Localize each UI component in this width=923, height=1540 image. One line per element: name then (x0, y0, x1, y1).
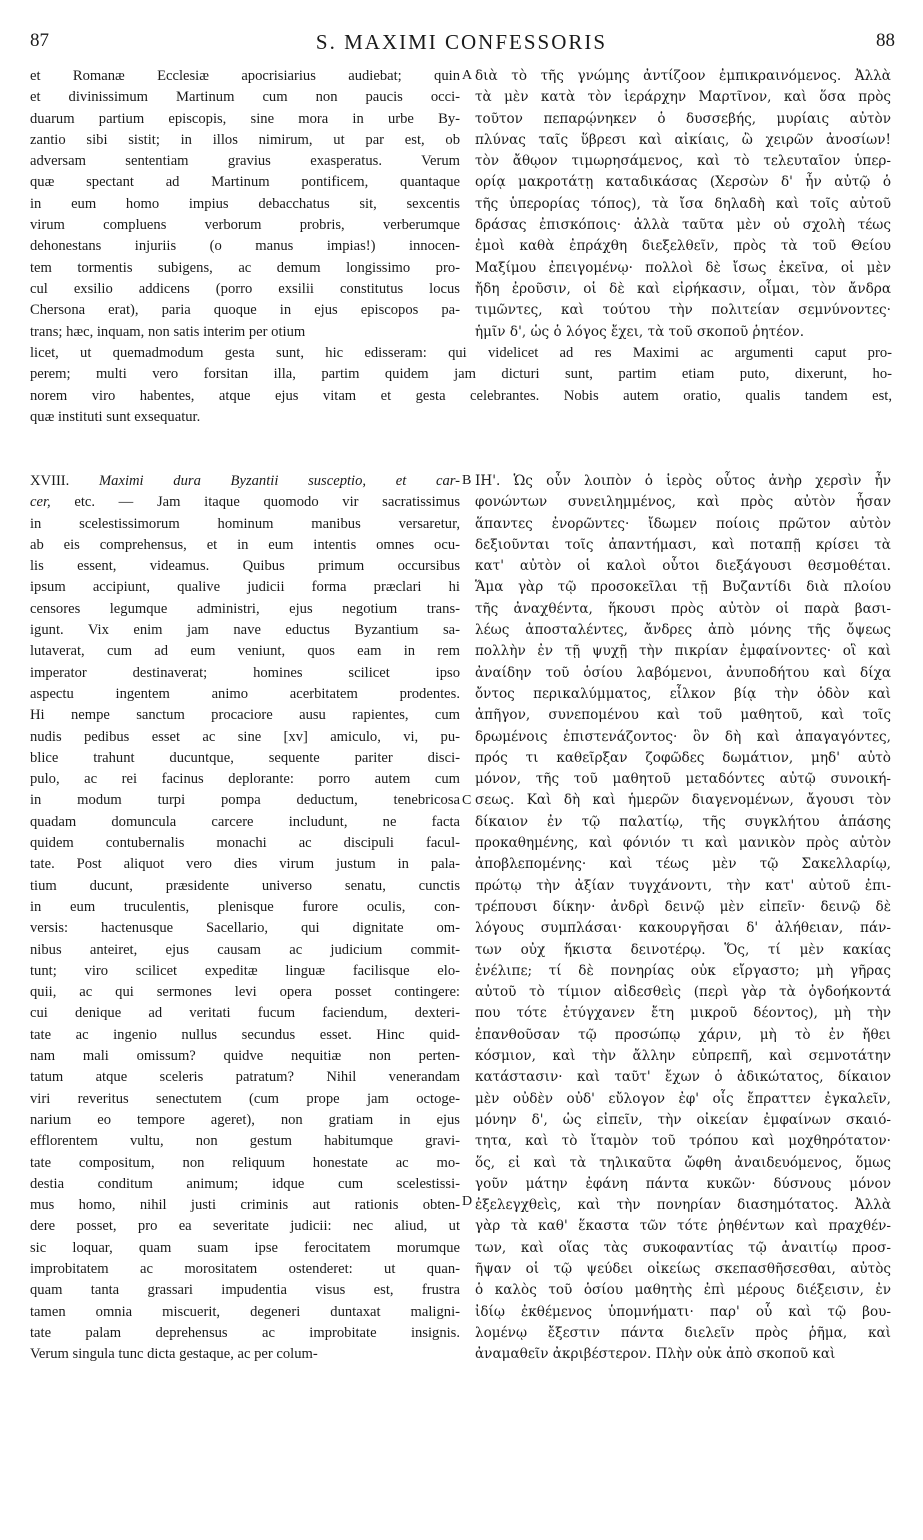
text-line: πρώτῳ τὴν ἀξίαν τυγχάνοντι, τὴν κατ' αὐτοῦ ἐπι- (475, 877, 891, 894)
text-line: ἐνέλιπε; τί δὲ πονηρίας οὐκ εἴργαστο; μὴ γῆρας (475, 962, 891, 979)
text-line: nam mali omissum? quidve nequitiæ non perten- (30, 1048, 460, 1065)
text-line: imperator destinaverat; homines scilicet ipso (30, 664, 460, 681)
text-line: censores legumque administri, ejus negotium trans- (30, 600, 460, 617)
text-line: ἐξελεγχθεὶς, καὶ τὴν πονηρίαν διασημότατος. Ἀλλὰ (475, 1197, 891, 1214)
text-line: efflorentem vultu, non gestum habitumque gravi- (30, 1133, 460, 1150)
text-line: versis: hactenusque Sacellario, qui dignitate om- (30, 920, 460, 937)
text-line: in eum truculentis, plenisque furore oculis, con- (30, 898, 460, 915)
text-line: ῆψαν οἱ τῷ ψεύδει οἰκείως σκεπασθῆσεσθαι, αὐτὸς (475, 1260, 891, 1277)
text-line: τῆς ὑπερορίας τόπος), τὰ ἴσα δηλαδὴ καὶ τοῖς αὐτοῦ (475, 195, 891, 212)
text-line: των, καὶ οἵας τὰς συκοφαντίας τῷ ἀναιτίῳ προσ- (475, 1239, 891, 1256)
text-line: τὸν ἄθῳον τιμωρησάμενος, καὶ τὸ τελευταῖον ὑπερ- (475, 153, 891, 170)
text-line: ΙΗ'. Ὡς οὖν λοιπὸν ὁ ἱερὸς οὗτος ἀνὴρ χερσὶν ἦν (475, 473, 891, 489)
running-header (0, 30, 923, 60)
text-line: ἤδη ἐροῦσιν, οἱ δὲ καὶ εἰρήκασιν, οἶμαι, τὸν ἄνδρα (475, 280, 891, 297)
text-line: ἡμῖν δ', ὡς ὁ λόγος ἔχει, τὰ τοῦ σκοποῦ ῥητέον. (475, 323, 805, 340)
text-line: quii, ac qui sermones levi opera posset contingere: (30, 984, 460, 1001)
text-line: πλύνας ταῖς ὕβρεσι καὶ αἰκίαις, ὢ χειρῶν ἀνοσίων! (475, 131, 891, 148)
text-line: μόνον, τῆς τοῦ μαθητοῦ μεταδόντες αὐτῷ συνοική- (475, 771, 891, 788)
text-line: τρέπουσι δίκην· ἀνδρὶ δεινῷ μὲν εἰπεῖν· δεινῷ δὲ (475, 898, 891, 915)
section-title-italic: Maximi dura Byzantii susceptio, et car- (99, 473, 460, 489)
text-line: dere posset, pro ea severitate judicii: nec aliud, ut (30, 1218, 460, 1235)
section-number: XVIII. (30, 473, 70, 489)
text-line: κατάστασιν· καὶ ταῦτ' ἔχων ὁ ἀδικώτατος, δίκαιον (475, 1069, 891, 1086)
text-line: sic loquar, quam suam ipse ferocitatem morumque (30, 1239, 460, 1256)
text-line: ὁ καλὸς τοῦ ὁσίου μαθητὴς ἐπὶ μέρους διέξεισιν, ἐν (475, 1282, 891, 1299)
text-line: viri reveritus senectutem (cum prope jam octoge- (30, 1090, 460, 1107)
text-line: λομένῳ ἔξεστιν πάντα διελεῖν πρὸς ῥῆμα, καὶ (475, 1324, 891, 1341)
text-line: σεως. Καὶ δὴ καὶ ἡμερῶν διαγενομένων, ἄγουσι τὸν (475, 792, 891, 809)
text-line: κόσμιον, καὶ τὴν ἄλλην εὐπρεπῆ, καὶ σεμνοτάτην (475, 1048, 891, 1065)
text-line: tate compositum, non reliquum honestate ac mo- (30, 1154, 460, 1171)
text-line: tate ac ingenio nullus secundus esset. Hinc quid- (30, 1026, 460, 1043)
text-line: ἀπῆγον, συνεπομένου καὶ τοῦ μαθητοῦ, καὶ τοῖς (475, 707, 891, 724)
text-line: narium eo tempore ageret), non gratiam in ejus (30, 1111, 460, 1128)
text-line: προκαθημένης, καὶ φόνιόν τι καὶ μανικὸν πρὸς αὐτὸν (475, 835, 891, 852)
text-line: norem viro habentes, atque ejus vitam et gesta celebrantes. Nobis autem oratio, qualis tandem est, (30, 387, 892, 404)
text-line: φονώντων συνειλημμένος, καὶ πρὸς αὐτὸν ἦσαν (475, 494, 891, 511)
text-line: improbitatem ac morositatem ostenderet: ut quan- (30, 1260, 460, 1277)
text-line: ab eis comprehensus, et in eum intentis omnes ocu- (30, 536, 460, 553)
text-line: tate palam deprehensus ac improbitate insignis. (30, 1324, 460, 1341)
text-line: ἀναμαθεῖν ἀκριβέστερον. Πλὴν οὐκ ἀπὸ σκοποῦ καὶ (475, 1346, 836, 1363)
text-line: adversam sententiam gravius exasperatus. Verum (30, 153, 460, 170)
text-line: ipsum accipiunt, qualive judicii forma præclari hi (30, 579, 460, 596)
text-line: τῆς ἀναχθέντα, ἥκουσι πρὸς αὐτὸν οἱ παρὰ βασι- (475, 600, 891, 617)
text-line: Verum singula tunc dicta gestaque, ac per colum- (30, 1346, 318, 1363)
margin-letter-c: C (462, 793, 472, 808)
text-line: διὰ τὸ τῆς γνώμης ἀντίζοον ἐμπικραινόμενος. Ἀλλὰ (475, 68, 891, 84)
section-heading-latin-cont (30, 492, 460, 513)
text-line: πολλὴν ἐν τῇ ψυχῇ τὴν πικρίαν ἐμφαίνοντες· οἳ καὶ (475, 643, 891, 660)
margin-letter-a: A (462, 68, 473, 83)
text-line: γοῦν μάτην ἐφάνη πάντα κυκῶν· δύσνους μόνον (475, 1175, 891, 1192)
text-line: Hi nempe sanctum procaciore ausu rapientes, cum (30, 707, 460, 724)
text-line: nudis pedibus esset ac sine [xv] amiculo, vi, pu- (30, 728, 460, 745)
text-line: Ἅμα γὰρ τῷ προσοκεῖλαι τῇ Βυζαντίδι διὰ πλοίου (475, 579, 891, 596)
text-line: γὰρ τὰ καθ' ἕκαστα τῶν τότε ῥηθέντων καὶ πραχθέν- (475, 1218, 891, 1235)
text-line: quadam domuncula carcere includunt, ne facta (30, 813, 460, 830)
text-line: trans; hæc, inquam, non satis interim per otium (30, 323, 306, 340)
text-line: blice trahunt ducuntque, sequente pariter disci- (30, 749, 460, 766)
text-line: tunt; viro scilicet expeditæ linguæ facilisque elo- (30, 962, 460, 979)
text-line: perem; multi vero forsitan illa, partim quidem jam dicturi sunt, partim etiam puto, dixerunt, ho- (30, 366, 892, 383)
text-line: quæ spectant ad Martinum pontificem, quantaque (30, 174, 460, 191)
text-line: lutaverat, cum ad eum veniunt, quos eam in rem (30, 643, 460, 660)
text-line: zantio sibi sistit; in illos nimirum, ut par est, ob (30, 131, 460, 148)
text-line: in eum homo impius debacchatus sit, sexcentis (30, 195, 460, 212)
text-line: δρωμένοις ἐπιστενάζοντος· ὃν δὴ καὶ ἀπαγαγόντες, (475, 728, 891, 745)
text-line: ὄντος περικαλύμματος, εἷλκον βίᾳ τὴν ὁδὸν καὶ (475, 685, 891, 702)
text-line: et divinissimum Martinum cum non paucis occi- (30, 89, 460, 106)
text-line: τοῦτον πεπαρῴνηκεν ὁ δυσσεβής, μυρίαις αὐτὸν (475, 110, 891, 127)
page-number-left: 87 (30, 30, 49, 51)
text-line: quidem contubernalis monachi ac discipuli facul- (30, 835, 460, 852)
text-line: cul exsilio addicens (porro exsilii constitutus locus (30, 280, 460, 297)
text-line: ἐμοὶ καθὰ ἐπράχθη διεξελθεῖν, πρὸς τὰ τοῦ Θείου (475, 238, 891, 255)
latin-column-block2 (30, 471, 460, 1365)
text-line: tamen omnia miscuerit, degeneri duntaxat maligni- (30, 1303, 460, 1320)
text-line: μὲν οὐδὲν οὐδ' εὔλογον ἐφ' οἷς ἔπραττεν ἐγκαλεῖν, (475, 1090, 891, 1107)
text-line: ἐπανθοῦσαν τῷ προσώπῳ χάριν, μὴ τὸ ἐν ἤθει (475, 1026, 891, 1043)
text-line: mus homo, nihil justi criminis aut rationis obten- (30, 1197, 460, 1214)
text-line: quam tanta grassari impudentia visus est, frustra (30, 1282, 460, 1299)
text-line: ἅπαντες ἐνορῶντες· ἴδωμεν ποίοις πρῶτον αὐτὸν (475, 515, 891, 532)
text-line: δεξιοῦνται τοῖς ἀπαντήμασι, καὶ ποταπῇ κρίσει τὰ (475, 536, 891, 553)
greek-column-block2 (475, 471, 891, 1365)
text-line: cui denique ad veritati fucum faciendum, dexteri- (30, 1005, 460, 1022)
text-line: quæ instituti sunt exsequatur. (30, 408, 201, 425)
text-line: in modum turpi pompa deductum, tenebricosa (30, 792, 460, 809)
text-line: in scelestissimorum hominum manibus versaretur, (30, 515, 460, 532)
text-line: μόνην δ', ὡς εἰπεῖν, τὴν οἰκείαν ἐμφαίνων σκαιό- (475, 1111, 891, 1128)
text-line: τητα, καὶ τὸ ἴταμὸν τοῦ τρόπου καὶ μοχθηρότατον· (475, 1133, 891, 1150)
section-heading-rest: etc. — Jam itaque quomodo vir sacratissimus (50, 494, 460, 511)
text-line: πρός τι καθεῖρξαν ζοφῶδες δωμάτιον, μηδ' αὐτὸ (475, 749, 891, 766)
margin-letter-d: D (462, 1194, 473, 1209)
text-line: Chersona erat), paria quoque in ejus episcopos pa- (30, 302, 460, 319)
latin-fullwidth-paragraph (30, 343, 892, 428)
text-line: igunt. Vix enim jam nave eductus Byzantium sa- (30, 622, 460, 639)
text-line: ορίᾳ μακροτάτῃ καταδικάσας (Χερσὼν δ' ἦν αὐτῷ ὁ (475, 174, 891, 191)
text-line: Μαξίμου ἐπειγομένῳ· πολλοὶ δὲ ἴσως ἐκεῖνα, οἱ μὲν (475, 259, 891, 276)
text-line: aspectu ingentem animo acerbitatem prodentes. (30, 685, 460, 702)
text-line: dehonestans injuriis (o manus impias!) innocen- (30, 238, 460, 255)
section-heading-latin (30, 471, 460, 492)
page-number-right: 88 (876, 30, 895, 51)
latin-column-block1 (30, 66, 460, 343)
margin-letter-b: B (462, 473, 472, 488)
text-line: τιμῶντες, καὶ τούτου τὴν πολιτείαν σεμνύνοντες· (475, 302, 891, 319)
text-line: δράσας ἐπισκόποις· ἀλλὰ ταῦτα μὲν οὐ σχολὴ τέως (475, 217, 891, 234)
greek-column-block1 (475, 66, 891, 343)
text-line: pulo, ac rei facinus deplorante: porro autem cum (30, 771, 460, 788)
text-line: nibus anteiret, ejus causam ac judicium commit- (30, 941, 460, 958)
section-title-italic-cont: cer, (30, 494, 51, 511)
text-line: duarum partium episcopis, sine mora in urbe By- (30, 110, 460, 127)
text-line: ἰδίῳ ἐκθέμενος ὑπομνήματι· παρ' οὗ καὶ τῷ βου- (475, 1303, 891, 1320)
text-line: τὰ μὲν κατὰ τὸν ἱεράρχην Μαρτῖνον, καὶ ὅσα πρὸς (475, 89, 891, 106)
text-line: destia conditum animum; idque cum scelestissi- (30, 1175, 460, 1192)
running-title: S. MAXIMI CONFESSORIS (315, 30, 608, 54)
text-line: et Romanæ Ecclesiæ apocrisiarius audiebat; quin (30, 68, 460, 84)
text-line: λόγους συμπλάσαι· κακουργῆσαι δ' ἀλήθειαν, πάν- (475, 920, 891, 937)
text-line: ἀποβλεπομένης· καὶ τέως μὲν τῷ Σακελλαρίῳ, (475, 856, 891, 873)
text-line: tium ducunt, præsidente universo senatu, cunctis (30, 877, 460, 894)
text-line: ἀναίδην τοῦ ὁσίου λαβόμενοι, ἀνυποδήτου καὶ δίχα (475, 664, 891, 681)
text-line: virum compluens verborum probris, verberumque (30, 217, 460, 234)
text-line: tate. Post aliquot vero dies virum justum in pala- (30, 856, 460, 873)
text-line: tem tormentis subigens, ac demum longissimo pro- (30, 259, 460, 276)
text-line: αὐτοῦ τὸ τίμιον αἰδεσθεὶς (περὶ γὰρ τὰ ὀγδοήκοντά (475, 984, 891, 1001)
text-line: lis essent, videamus. Quibus primum occursibus (30, 558, 460, 575)
text-line: λέως ἀποσταλέντες, ἄνδρες ἀπὸ μόνης τῆς ὄψεως (475, 622, 891, 639)
text-line: κατ' αὐτὸν οἱ καλοὶ οὗτοι διεξάγουσι θεσμοθέται. (475, 558, 891, 575)
text-line: licet, ut quemadmodum gesta sunt, hic edisseram: qui videlicet ad res Maximi ac argumenti caput pro- (30, 345, 892, 361)
text-line: δίκαιον ἐν τῷ παλατίῳ, τῆς συγκλήτου ἁπάσης (475, 813, 891, 830)
text-line: tatum atque sceleris patratum? Nihil venerandam (30, 1069, 460, 1086)
text-line: που τότε ἐτύγχανεν ἔτη μικροῦ δέοντος), μὴ τὴν (475, 1005, 891, 1022)
text-line: των οὐχ ἥκιστα δεινοτέρῳ. Ὅς, τί μὲν κακίας (475, 941, 891, 958)
text-line: ὅς, εἰ καὶ τὰ τηλικαῦτα ὤφθη ἀναιδευόμενος, ὅμως (475, 1154, 891, 1171)
